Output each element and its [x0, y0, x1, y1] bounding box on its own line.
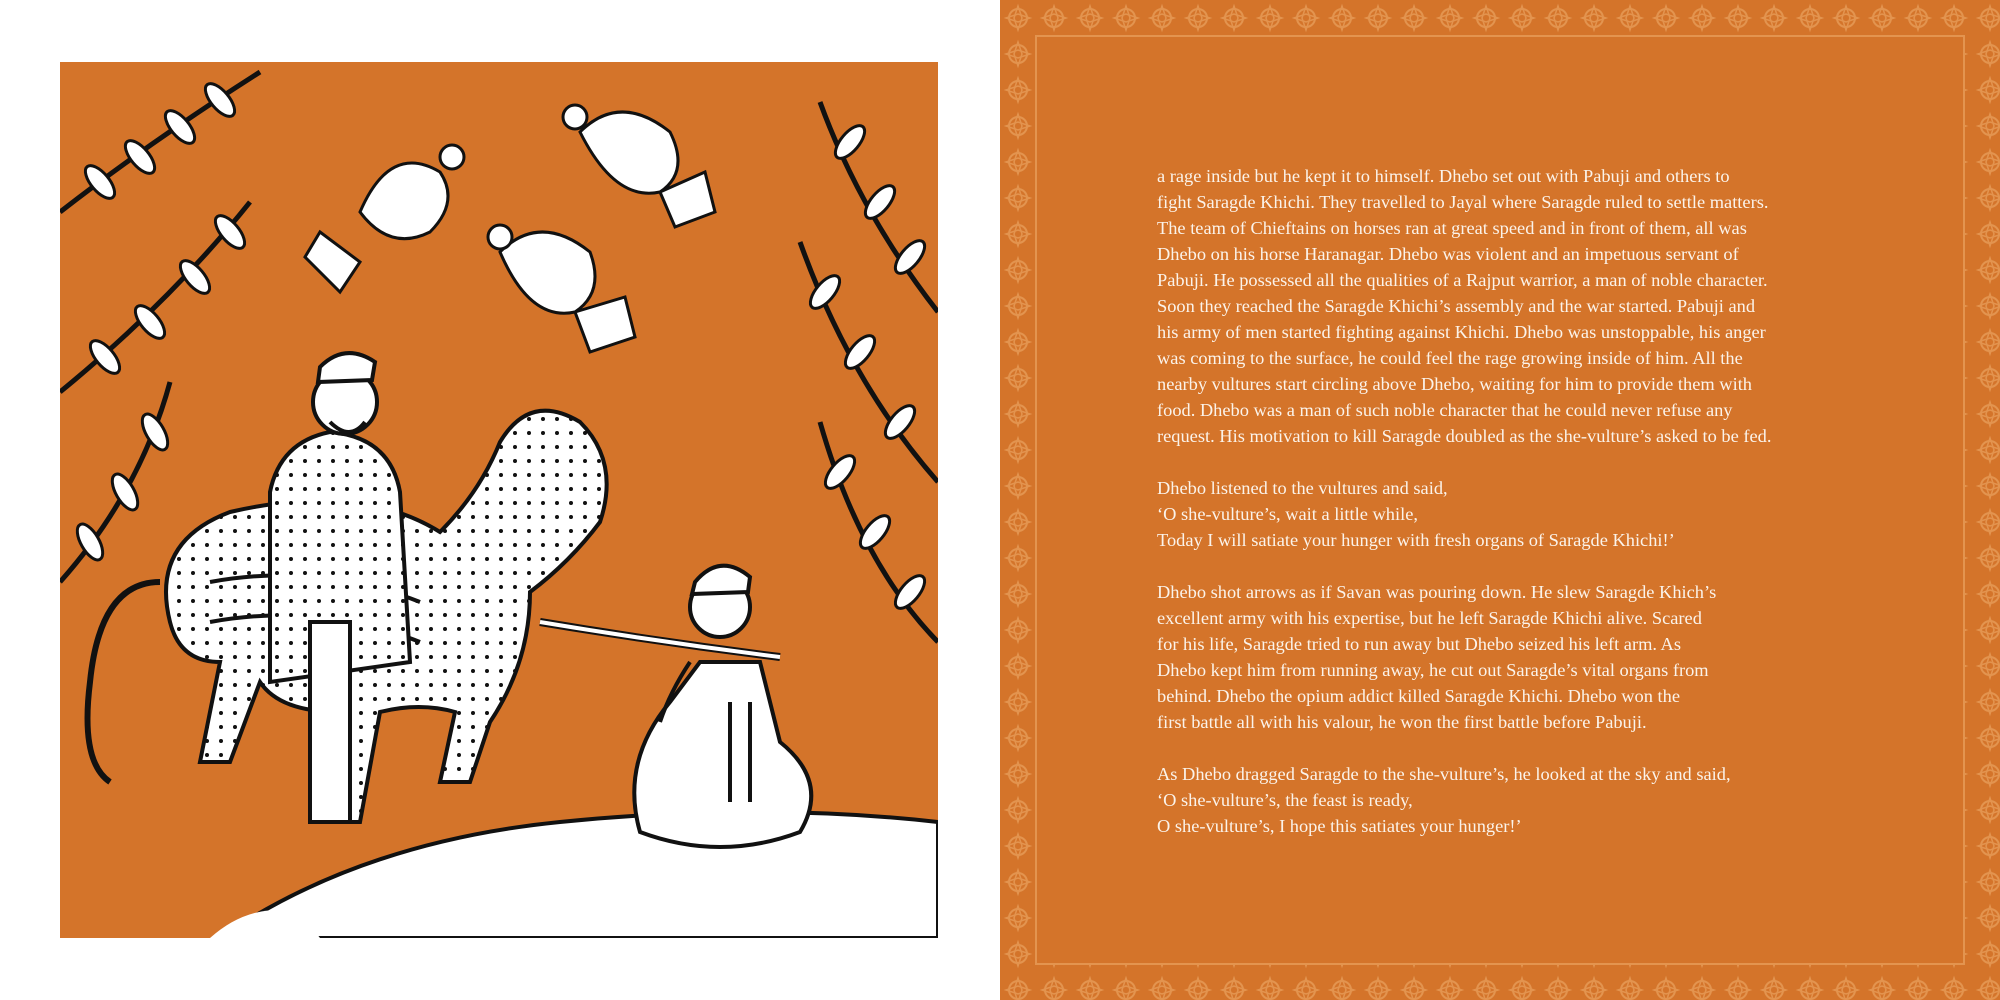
- text-line: excellent army with his expertise, but he left Saragde Khichi alive. Scared: [1157, 608, 1702, 628]
- text-line: The team of Chieftains on horses ran at great speed and in front of them, all was: [1157, 218, 1747, 238]
- text-line: O she-vulture’s, I hope this satiates your hunger!’: [1157, 816, 1522, 836]
- text-line: Dhebo listened to the vultures and said,: [1157, 478, 1448, 498]
- right-page: [1000, 0, 2000, 1000]
- text-line: ‘O she-vulture’s, wait a little while,: [1157, 504, 1418, 524]
- story-text: [1157, 163, 1877, 865]
- text-line: his army of men started fighting against Khichi. Dhebo was unstoppable, his anger: [1157, 322, 1766, 342]
- paragraph-2: [1157, 475, 1877, 553]
- paragraph-3: [1157, 579, 1877, 735]
- paragraph-4: [1157, 761, 1877, 839]
- text-line: Pabuji. He possessed all the qualities of a Rajput warrior, a man of noble character.: [1157, 270, 1768, 290]
- text-line: for his life, Saragde tried to run away but Dhebo seized his left arm. As: [1157, 634, 1681, 654]
- text-line: Soon they reached the Saragde Khichi’s assembly and the war started. Pabuji and: [1157, 296, 1756, 316]
- text-line: Dhebo on his horse Haranagar. Dhebo was violent and an impetuous servant of: [1157, 244, 1739, 264]
- text-line: fight Saragde Khichi. They travelled to Jayal where Saragde ruled to settle matters.: [1157, 192, 1769, 212]
- folk-art-illustration: [60, 62, 938, 938]
- paragraph-1: [1157, 163, 1877, 449]
- text-line: Dhebo kept him from running away, he cut out Saragde’s vital organs from: [1157, 660, 1709, 680]
- text-line: As Dhebo dragged Saragde to the she-vulture’s, he looked at the sky and said,: [1157, 764, 1731, 784]
- text-line: request. His motivation to kill Saragde doubled as the she-vulture’s asked to be fed.: [1157, 426, 1772, 446]
- text-line: nearby vultures start circling above Dhebo, waiting for him to provide them with: [1157, 374, 1752, 394]
- text-line: behind. Dhebo the opium addict killed Saragde Khichi. Dhebo won the: [1157, 686, 1680, 706]
- text-line: was coming to the surface, he could feel the rage growing inside of him. All the: [1157, 348, 1743, 368]
- text-line: first battle all with his valour, he won the first battle before Pabuji.: [1157, 712, 1647, 732]
- text-line: a rage inside but he kept it to himself. Dhebo set out with Pabuji and others to: [1157, 166, 1730, 186]
- text-line: Today I will satiate your hunger with fresh organs of Saragde Khichi!’: [1157, 530, 1675, 550]
- illustration-panel: [60, 62, 938, 938]
- text-line: ‘O she-vulture’s, the feast is ready,: [1157, 790, 1413, 810]
- text-line: food. Dhebo was a man of such noble character that he could never refuse any: [1157, 400, 1733, 420]
- text-line: Dhebo shot arrows as if Savan was pouring down. He slew Saragde Khich’s: [1157, 582, 1717, 602]
